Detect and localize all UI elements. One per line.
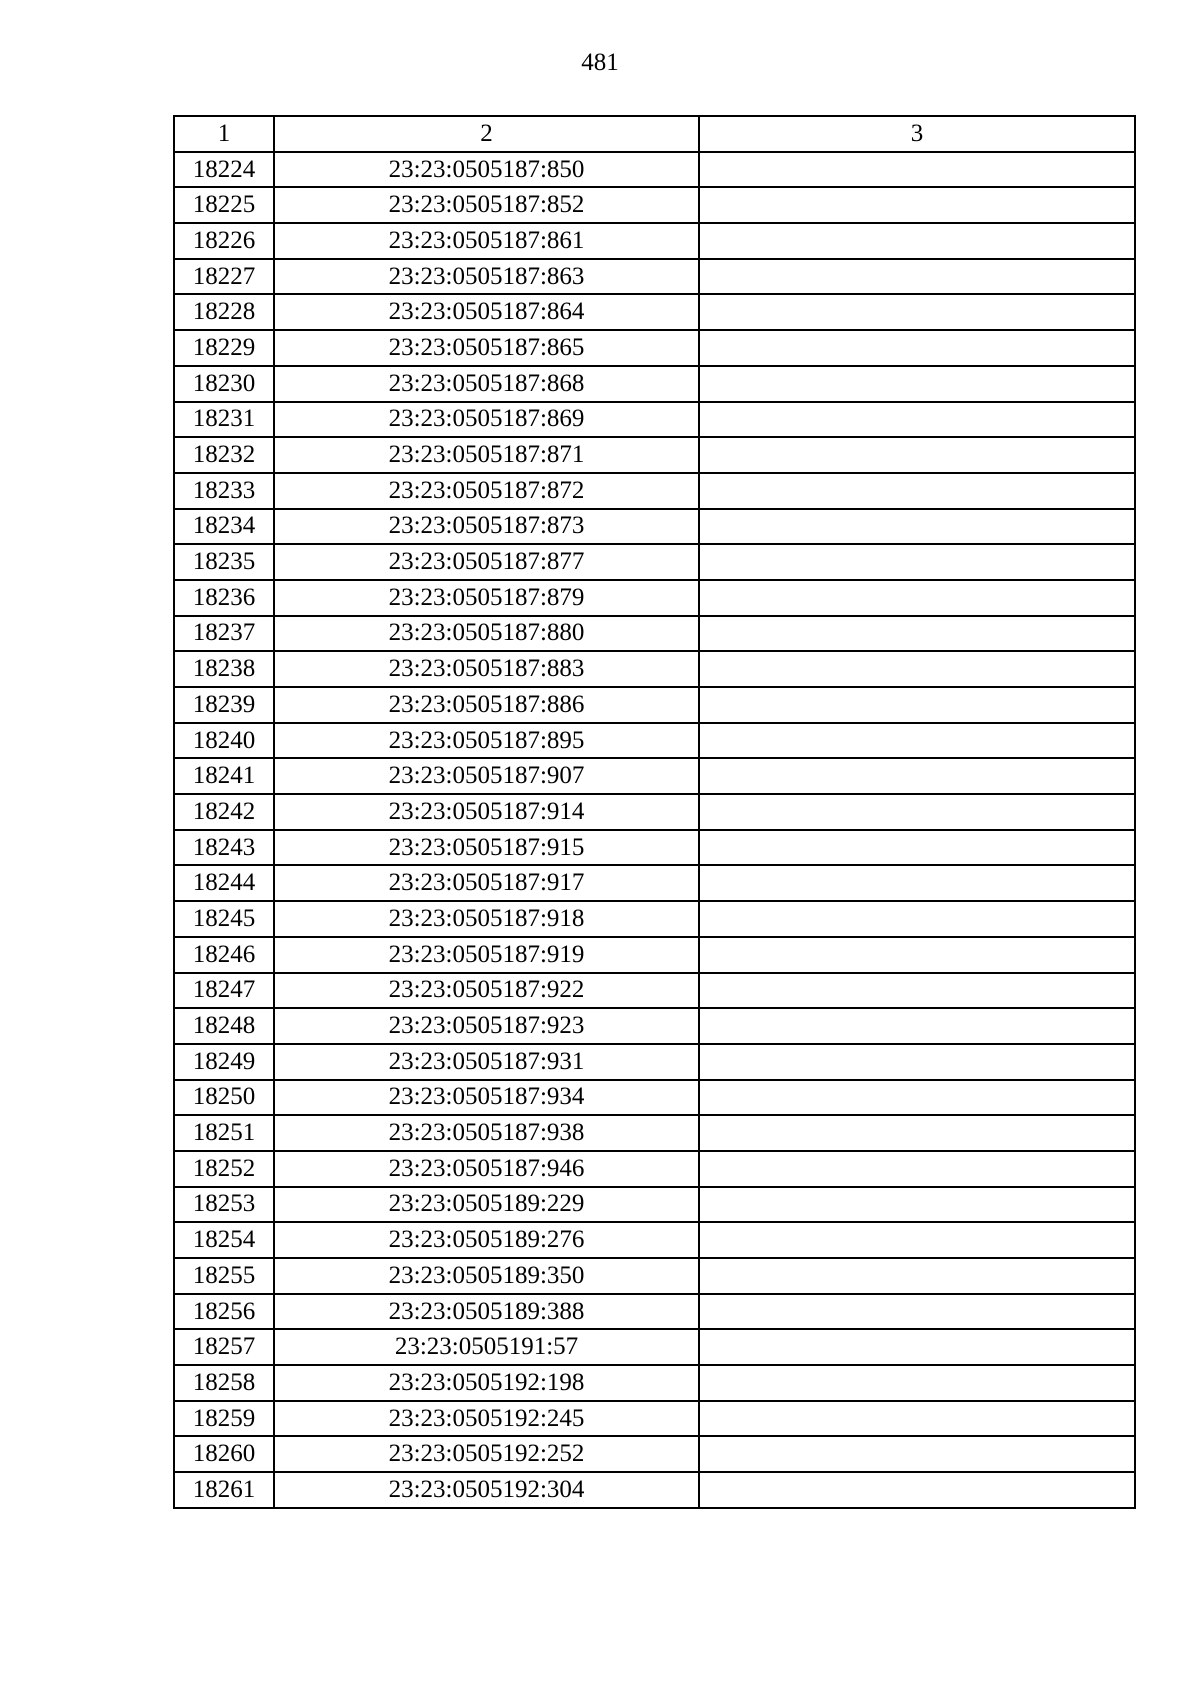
table-row <box>174 1187 1135 1223</box>
notes-cell <box>699 687 1135 723</box>
row-number-cell: 18256 <box>174 1294 274 1330</box>
table-row <box>174 580 1135 616</box>
cadastral-number-cell: 23:23:0505187:919 <box>274 937 699 973</box>
notes-cell <box>699 758 1135 794</box>
notes-cell <box>699 187 1135 223</box>
notes-cell <box>699 509 1135 545</box>
notes-cell <box>699 830 1135 866</box>
cadastral-number-cell: 23:23:0505187:922 <box>274 973 699 1009</box>
column-header-1: 1 <box>174 116 274 152</box>
notes-cell <box>699 330 1135 366</box>
cadastral-number-cell: 23:23:0505189:350 <box>274 1258 699 1294</box>
row-number-cell: 18247 <box>174 973 274 1009</box>
row-number-cell: 18243 <box>174 830 274 866</box>
table-row <box>174 330 1135 366</box>
cadastral-number-cell: 23:23:0505187:864 <box>274 294 699 330</box>
row-number-cell: 18231 <box>174 402 274 438</box>
cadastral-number-cell: 23:23:0505187:923 <box>274 1008 699 1044</box>
table-row <box>174 366 1135 402</box>
cadastral-number-cell: 23:23:0505187:861 <box>274 223 699 259</box>
cadastral-number-cell: 23:23:0505187:931 <box>274 1044 699 1080</box>
notes-cell <box>699 223 1135 259</box>
notes-cell <box>699 1472 1135 1508</box>
row-number-cell: 18246 <box>174 937 274 973</box>
row-number-cell: 18248 <box>174 1008 274 1044</box>
cadastral-number-cell: 23:23:0505192:304 <box>274 1472 699 1508</box>
row-number-cell: 18236 <box>174 580 274 616</box>
table-row <box>174 687 1135 723</box>
table-row <box>174 1294 1135 1330</box>
notes-cell <box>699 1258 1135 1294</box>
notes-cell <box>699 973 1135 1009</box>
notes-cell <box>699 794 1135 830</box>
notes-cell <box>699 402 1135 438</box>
cadastral-number-cell: 23:23:0505189:229 <box>274 1187 699 1223</box>
table-row <box>174 1329 1135 1365</box>
table-row <box>174 937 1135 973</box>
table-row <box>174 1008 1135 1044</box>
cadastral-number-cell: 23:23:0505187:865 <box>274 330 699 366</box>
table-row <box>174 651 1135 687</box>
row-number-cell: 18238 <box>174 651 274 687</box>
table-row <box>174 1151 1135 1187</box>
cadastral-number-cell: 23:23:0505187:886 <box>274 687 699 723</box>
table-row <box>174 223 1135 259</box>
table-row <box>174 437 1135 473</box>
table-row <box>174 1044 1135 1080</box>
row-number-cell: 18242 <box>174 794 274 830</box>
row-number-cell: 18249 <box>174 1044 274 1080</box>
notes-cell <box>699 865 1135 901</box>
row-number-cell: 18259 <box>174 1401 274 1437</box>
table-row <box>174 723 1135 759</box>
notes-cell <box>699 1044 1135 1080</box>
table-row <box>174 1222 1135 1258</box>
cadastral-number-cell: 23:23:0505187:914 <box>274 794 699 830</box>
row-number-cell: 18240 <box>174 723 274 759</box>
table-row <box>174 1365 1135 1401</box>
cadastral-number-cell: 23:23:0505187:915 <box>274 830 699 866</box>
table-row <box>174 901 1135 937</box>
registry-table <box>173 115 1136 1509</box>
table-row <box>174 1401 1135 1437</box>
table-row <box>174 259 1135 295</box>
table-row <box>174 1436 1135 1472</box>
column-header-2: 2 <box>274 116 699 152</box>
row-number-cell: 18257 <box>174 1329 274 1365</box>
row-number-cell: 18241 <box>174 758 274 794</box>
row-number-cell: 18258 <box>174 1365 274 1401</box>
cadastral-number-cell: 23:23:0505192:198 <box>274 1365 699 1401</box>
notes-cell <box>699 1365 1135 1401</box>
table-row <box>174 1472 1135 1508</box>
notes-cell <box>699 152 1135 188</box>
row-number-cell: 18253 <box>174 1187 274 1223</box>
table-row <box>174 294 1135 330</box>
row-number-cell: 18225 <box>174 187 274 223</box>
row-number-cell: 18230 <box>174 366 274 402</box>
cadastral-number-cell: 23:23:0505187:907 <box>274 758 699 794</box>
notes-cell <box>699 544 1135 580</box>
cadastral-number-cell: 23:23:0505187:872 <box>274 473 699 509</box>
notes-cell <box>699 1401 1135 1437</box>
table-row <box>174 616 1135 652</box>
row-number-cell: 18260 <box>174 1436 274 1472</box>
row-number-cell: 18261 <box>174 1472 274 1508</box>
cadastral-number-cell: 23:23:0505187:895 <box>274 723 699 759</box>
notes-cell <box>699 366 1135 402</box>
notes-cell <box>699 259 1135 295</box>
notes-cell <box>699 473 1135 509</box>
row-number-cell: 18227 <box>174 259 274 295</box>
row-number-cell: 18251 <box>174 1115 274 1151</box>
cadastral-number-cell: 23:23:0505187:918 <box>274 901 699 937</box>
table-row <box>174 973 1135 1009</box>
cadastral-number-cell: 23:23:0505187:863 <box>274 259 699 295</box>
table-row <box>174 794 1135 830</box>
row-number-cell: 18245 <box>174 901 274 937</box>
notes-cell <box>699 1294 1135 1330</box>
row-number-cell: 18229 <box>174 330 274 366</box>
cadastral-number-cell: 23:23:0505187:868 <box>274 366 699 402</box>
cadastral-number-cell: 23:23:0505187:871 <box>274 437 699 473</box>
notes-cell <box>699 901 1135 937</box>
table-row <box>174 187 1135 223</box>
notes-cell <box>699 580 1135 616</box>
row-number-cell: 18224 <box>174 152 274 188</box>
cadastral-number-cell: 23:23:0505189:276 <box>274 1222 699 1258</box>
table-row <box>174 402 1135 438</box>
notes-cell <box>699 1080 1135 1116</box>
table-row <box>174 1115 1135 1151</box>
row-number-cell: 18228 <box>174 294 274 330</box>
table-row <box>174 830 1135 866</box>
cadastral-number-cell: 23:23:0505192:245 <box>274 1401 699 1437</box>
row-number-cell: 18250 <box>174 1080 274 1116</box>
row-number-cell: 18226 <box>174 223 274 259</box>
table-row <box>174 1080 1135 1116</box>
notes-cell <box>699 1187 1135 1223</box>
cadastral-number-cell: 23:23:0505187:869 <box>274 402 699 438</box>
notes-cell <box>699 1222 1135 1258</box>
notes-cell <box>699 616 1135 652</box>
cadastral-number-cell: 23:23:0505187:873 <box>274 509 699 545</box>
cadastral-number-cell: 23:23:0505187:850 <box>274 152 699 188</box>
notes-cell <box>699 651 1135 687</box>
page-number: 481 <box>581 49 619 76</box>
cadastral-number-cell: 23:23:0505187:877 <box>274 544 699 580</box>
row-number-cell: 18234 <box>174 509 274 545</box>
row-number-cell: 18254 <box>174 1222 274 1258</box>
notes-cell <box>699 1436 1135 1472</box>
row-number-cell: 18244 <box>174 865 274 901</box>
cadastral-number-cell: 23:23:0505187:879 <box>274 580 699 616</box>
row-number-cell: 18233 <box>174 473 274 509</box>
cadastral-number-cell: 23:23:0505187:917 <box>274 865 699 901</box>
table-row <box>174 152 1135 188</box>
cadastral-number-cell: 23:23:0505187:880 <box>274 616 699 652</box>
table-header-row <box>174 116 1135 152</box>
cadastral-number-cell: 23:23:0505189:388 <box>274 1294 699 1330</box>
row-number-cell: 18255 <box>174 1258 274 1294</box>
table-row <box>174 473 1135 509</box>
cadastral-number-cell: 23:23:0505187:852 <box>274 187 699 223</box>
notes-cell <box>699 1329 1135 1365</box>
notes-cell <box>699 437 1135 473</box>
table-row <box>174 544 1135 580</box>
notes-cell <box>699 1151 1135 1187</box>
cadastral-number-cell: 23:23:0505192:252 <box>274 1436 699 1472</box>
notes-cell <box>699 937 1135 973</box>
notes-cell <box>699 723 1135 759</box>
column-header-3: 3 <box>699 116 1135 152</box>
cadastral-number-cell: 23:23:0505187:883 <box>274 651 699 687</box>
row-number-cell: 18252 <box>174 1151 274 1187</box>
cadastral-number-cell: 23:23:0505187:934 <box>274 1080 699 1116</box>
table-row <box>174 865 1135 901</box>
table-row <box>174 1258 1135 1294</box>
notes-cell <box>699 1008 1135 1044</box>
row-number-cell: 18232 <box>174 437 274 473</box>
notes-cell <box>699 294 1135 330</box>
cadastral-number-cell: 23:23:0505187:938 <box>274 1115 699 1151</box>
notes-cell <box>699 1115 1135 1151</box>
row-number-cell: 18239 <box>174 687 274 723</box>
row-number-cell: 18237 <box>174 616 274 652</box>
cadastral-number-cell: 23:23:0505187:946 <box>274 1151 699 1187</box>
registry-table-body <box>174 116 1135 1508</box>
table-row <box>174 758 1135 794</box>
cadastral-number-cell: 23:23:0505191:57 <box>274 1329 699 1365</box>
row-number-cell: 18235 <box>174 544 274 580</box>
table-row <box>174 509 1135 545</box>
